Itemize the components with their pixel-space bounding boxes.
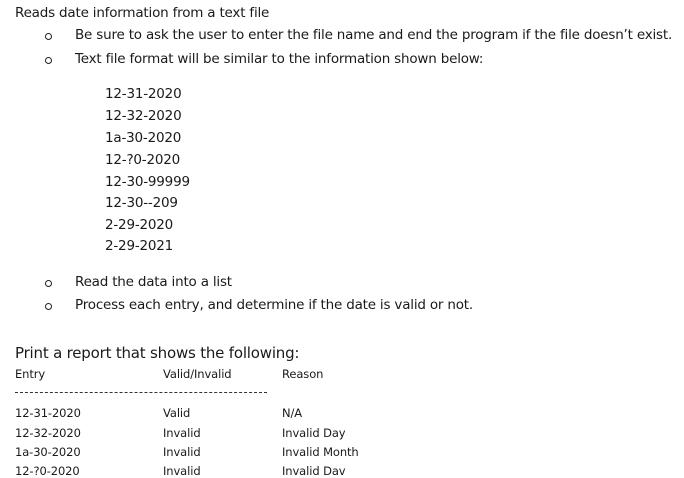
bullet-marker — [45, 280, 52, 287]
report-divider — [15, 392, 267, 393]
bullet-marker — [45, 57, 52, 64]
bullet-marker — [45, 33, 52, 40]
report-header-reason: Reason — [282, 367, 324, 381]
sample-date: 12-30--209 — [105, 195, 178, 211]
report-cell-valid: Invalid — [163, 445, 201, 459]
bullet-item-ask-filename: Be sure to ask the user to enter the file name and end the program if the file doesn’t exist. — [75, 27, 673, 43]
report-cell-entry: 12-32-2020 — [15, 426, 81, 440]
sample-date: 12-?0-2020 — [105, 152, 181, 168]
report-header-valid: Valid/Invalid — [163, 367, 232, 381]
report-cell-entry: 1a-30-2020 — [15, 445, 81, 459]
sample-date: 1a-30-2020 — [105, 130, 182, 146]
sample-date: 2-29-2021 — [105, 238, 174, 254]
sample-date: 2-29-2020 — [105, 217, 174, 233]
report-cell-reason: N/A — [282, 406, 303, 420]
report-cell-valid: Invalid — [163, 426, 201, 440]
bullet-item-process-entry: Process each entry, and determine if the date is valid or not. — [75, 297, 473, 313]
report-header-entry: Entry — [15, 367, 46, 381]
report-cell-valid: Valid — [163, 406, 191, 420]
report-cell-entry: 12-31-2020 — [15, 406, 81, 420]
report-cell-entry: 12-?0-2020 — [15, 464, 80, 478]
sample-date: 12-30-99999 — [105, 174, 190, 190]
intro-text: Reads date information from a text file — [15, 5, 270, 21]
sample-date: 12-31-2020 — [105, 86, 182, 102]
bullet-item-read-list: Read the data into a list — [75, 274, 232, 290]
bullet-item-file-format: Text file format will be similar to the information shown below: — [75, 51, 484, 67]
sample-date: 12-32-2020 — [105, 108, 182, 124]
report-cell-reason: Invalid Day — [282, 426, 346, 440]
report-cell-reason: Invalid Dav — [282, 464, 346, 478]
report-cell-reason: Invalid Month — [282, 445, 359, 459]
bullet-marker — [45, 303, 52, 310]
report-cell-valid: Invalid — [163, 464, 201, 478]
report-title: Print a report that shows the following: — [15, 344, 300, 362]
